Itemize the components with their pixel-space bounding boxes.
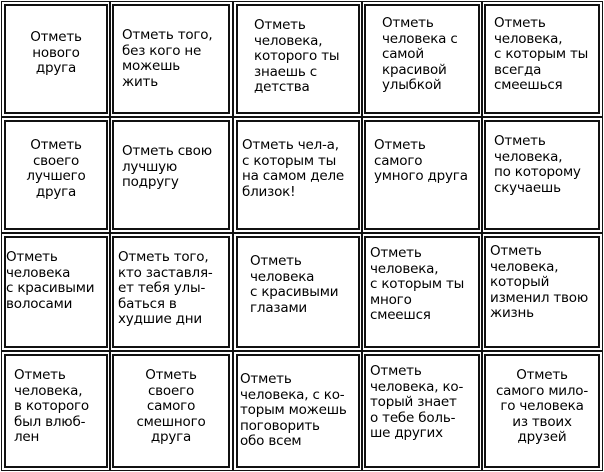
cell-label: Отметь человека с самой красивой улыбкой xyxy=(382,15,458,93)
cell-label: Отметь человека, с ко- торым можешь поговорить обо всем xyxy=(240,371,347,449)
cell-label: Отметь нового друга xyxy=(30,29,82,76)
cell-laugh-a-lot-with xyxy=(364,236,480,348)
cell-sweetest-friend xyxy=(484,354,600,468)
cell-makes-you-smile xyxy=(112,236,230,348)
cell-label: Отметь человека с красивыми волосами xyxy=(6,249,95,312)
cell-best-girlfriend xyxy=(112,120,230,230)
cell-truly-close xyxy=(236,120,360,230)
cell-known-since-childhood xyxy=(236,4,360,114)
cell-beautiful-hair xyxy=(4,236,108,348)
cell-best-friend xyxy=(4,120,108,230)
cell-always-laugh-with xyxy=(484,4,600,114)
cell-funniest-friend xyxy=(112,354,230,468)
cell-miss-person xyxy=(484,120,600,230)
cell-new-friend xyxy=(4,4,108,114)
cell-knows-you-best xyxy=(364,354,480,468)
cell-label: Отметь человека, ко- торый знает о тебе боль- ше других xyxy=(370,363,464,441)
cell-changed-your-life xyxy=(484,236,600,348)
cell-label: Отметь человека с красивыми глазами xyxy=(250,253,339,316)
cell-beautiful-eyes xyxy=(236,236,360,348)
cell-label: Отметь самого умного друга xyxy=(374,137,468,184)
cell-label: Отметь того, кто заставля- ет тебя улы- баться в худшие дни xyxy=(118,249,213,327)
cell-talk-about-everything xyxy=(236,354,360,468)
cell-label: Отметь самого мило- го человека из твоих друзей xyxy=(495,367,589,445)
cell-label: Отметь человека, с которым ты много смеешся xyxy=(370,245,465,323)
cell-label: Отметь того, без кого не можешь жить xyxy=(122,27,213,90)
cell-most-beautiful-smile xyxy=(364,4,480,114)
cell-label: Отметь своего лучшего друга xyxy=(26,137,86,200)
cell-label: Отметь чел-а, с которым ты на самом деле близок! xyxy=(242,137,344,200)
cell-was-in-love-with xyxy=(4,354,108,468)
cell-label: Отметь человека, с которым ты всегда смеешься xyxy=(494,15,589,93)
cell-label: Отметь человека, который изменил твою жизнь xyxy=(490,243,589,321)
cell-label: Отметь человека, которого ты знаешь с детства xyxy=(254,17,340,95)
cell-label: Отметь своего самого смешного друга xyxy=(136,367,206,445)
cell-cant-live-without xyxy=(112,4,230,114)
cell-label: Отметь человека, по которому скучаешь xyxy=(494,133,581,196)
cell-label: Отметь свою лучшую подругу xyxy=(122,143,212,190)
cell-label: Отметь человека, в которого был влюб- лен xyxy=(14,367,89,445)
cell-smartest-friend xyxy=(364,120,480,230)
